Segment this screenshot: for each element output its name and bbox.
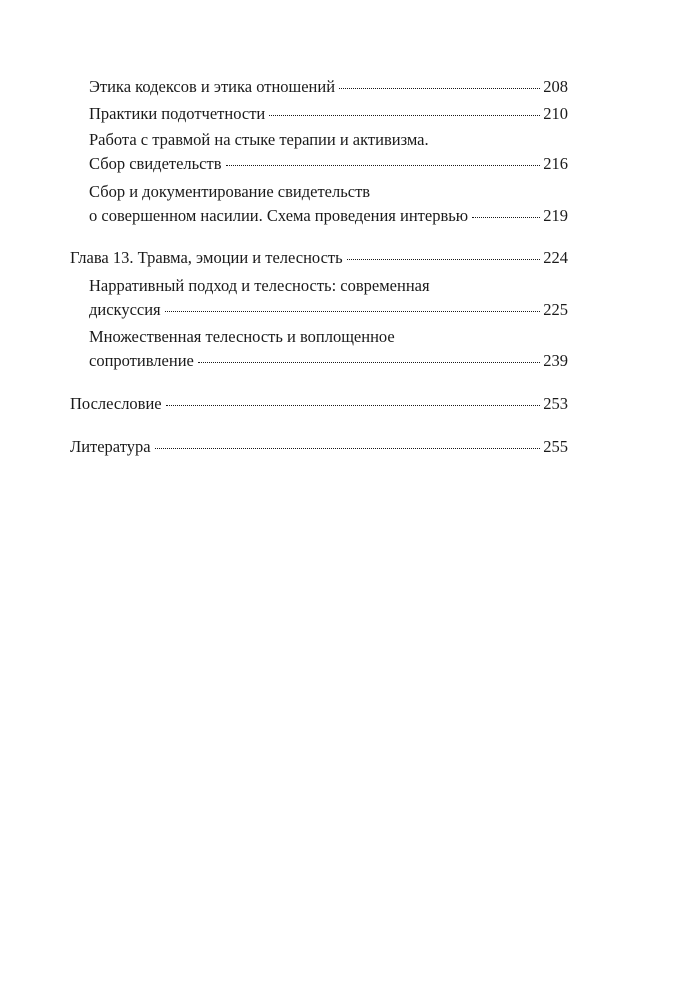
toc-entry-title-cont: Сбор свидетельств: [89, 154, 222, 173]
dot-leader: [472, 217, 540, 218]
dot-leader: [226, 165, 541, 166]
toc-entry-title-cont: о совершенном насилии. Схема проведения интервью: [89, 206, 469, 225]
dot-leader: [339, 88, 540, 89]
dot-leader: [198, 362, 540, 363]
toc-entry-page: 208: [543, 77, 568, 96]
toc-chapter: [70, 435, 568, 459]
toc-chapter: [70, 246, 568, 270]
toc-entry-title: Этика кодексов и этика отношений: [89, 77, 336, 96]
toc-entry: [89, 75, 568, 99]
toc-chapter-title: Глава 13. Травма, эмоции и телесность: [70, 248, 343, 267]
toc-chapter-page: 255: [543, 437, 568, 456]
toc-chapter-title: Литература: [70, 437, 151, 456]
toc-entry-title: Работа с травмой на стыке терапии и активизма.: [89, 130, 429, 149]
toc-chapter-page: 224: [543, 248, 568, 267]
toc-entry-title: Сбор и документирование свидетельств: [89, 182, 371, 201]
toc-entry: [89, 325, 568, 373]
toc-entry-title-cont: сопротивление: [89, 351, 194, 370]
toc-chapter-page: 253: [543, 394, 568, 413]
toc-entry-title: Практики подотчетности: [89, 104, 266, 123]
toc-entry-title: Нарративный подход и телесность: современная: [89, 276, 430, 295]
toc-entry-page: 225: [543, 300, 568, 319]
toc-entry-page: 216: [543, 154, 568, 173]
toc-entry: [89, 128, 568, 176]
dot-leader: [165, 311, 541, 312]
toc-entry-page: 239: [543, 351, 568, 370]
toc-chapter: [70, 392, 568, 416]
dot-leader: [166, 405, 541, 406]
dot-leader: [347, 259, 541, 260]
toc-entry-page: 219: [543, 206, 568, 225]
toc-entry: [89, 274, 568, 322]
toc-entry: [89, 180, 568, 228]
toc-entry: [89, 102, 568, 126]
toc-entry-page: 210: [543, 104, 568, 123]
toc-entry-title: Множественная телесность и воплощенное: [89, 327, 395, 346]
toc-entry-title-cont: дискуссия: [89, 300, 161, 319]
dot-leader: [155, 448, 541, 449]
dot-leader: [269, 115, 540, 116]
toc-chapter-title: Послесловие: [70, 394, 162, 413]
